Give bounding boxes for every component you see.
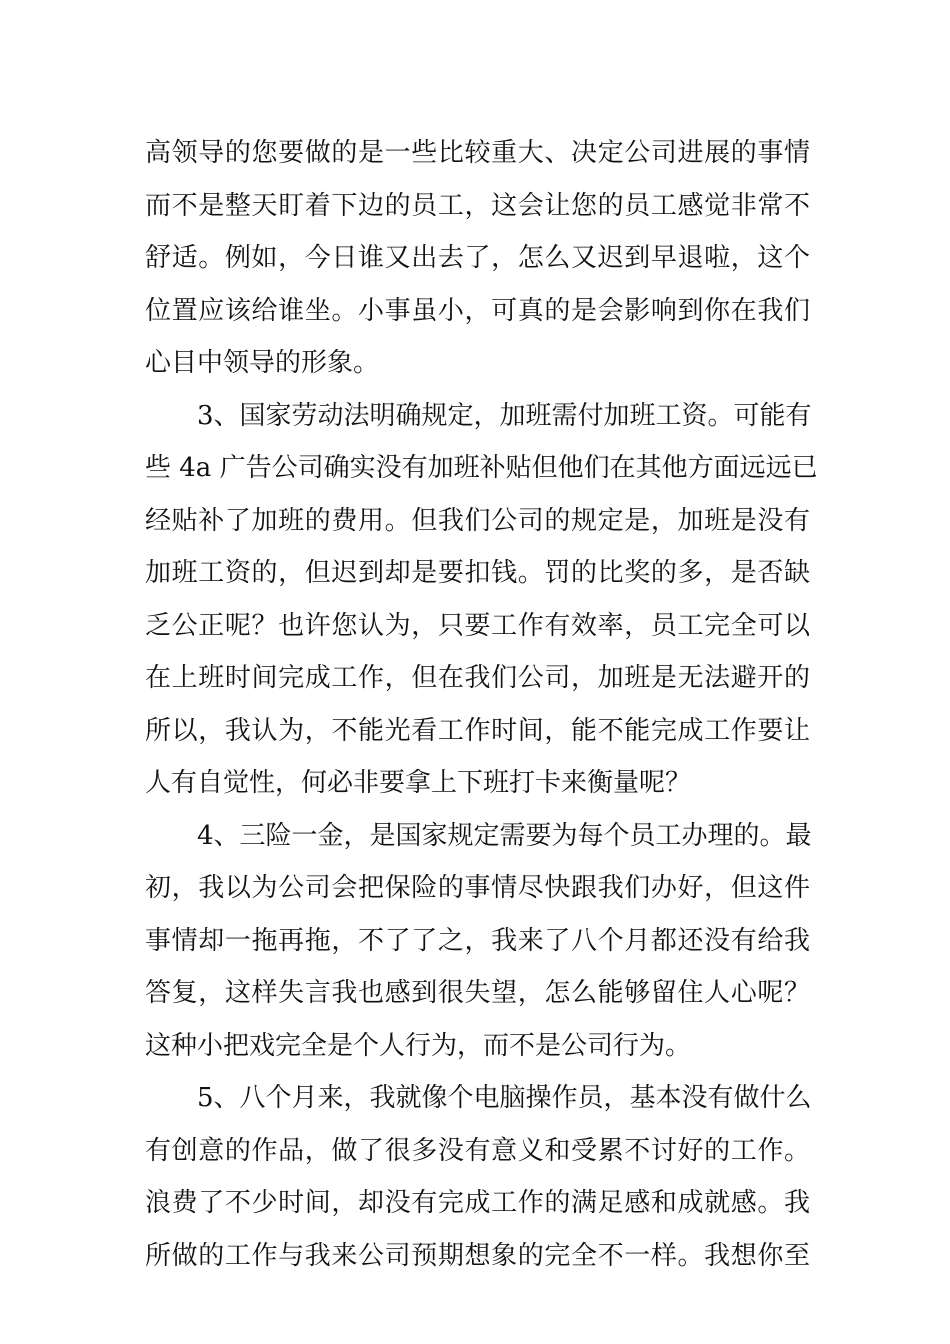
text-line: 乏公正呢？也许您认为，只要工作有效率，员工完全可以 <box>145 610 810 641</box>
text-line: 位置应该给谁坐。小事虽小，可真的是会影响到你在我们 <box>145 295 810 326</box>
text-line: 事情却一拖再拖，不了了之，我来了八个月都还没有给我 <box>145 925 810 956</box>
text-line: 而不是整天盯着下边的员工，这会让您的员工感觉非常不 <box>145 190 810 221</box>
text-line: 答复，这样失言我也感到很失望，怎么能够留住人心呢？ <box>145 978 810 1008</box>
text-line: 3、国家劳动法明确规定，加班需付加班工资。可能有 <box>145 400 812 431</box>
text-line: 所做的工作与我来公司预期想象的完全不一样。我想你至 <box>145 1240 810 1271</box>
text-line: 加班工资的，但迟到却是要扣钱。罚的比奖的多，是否缺 <box>145 558 810 588</box>
text-line: 高领导的您要做的是一些比较重大、决定公司进展的事情 <box>145 138 810 168</box>
text-line: 4、三险一金，是国家规定需要为每个员工办理的。最 <box>145 820 812 851</box>
text-line: 经贴补了加班的费用。但我们公司的规定是，加班是没有 <box>145 505 810 536</box>
text-line: 初，我以为公司会把保险的事情尽快跟我们办好，但这件 <box>145 873 810 903</box>
body-text <box>145 127 818 1282</box>
text-line: 5、八个月来，我就像个电脑操作员，基本没有做什么 <box>145 1083 812 1113</box>
text-line: 人有自觉性，何必非要拿上下班打卡来衡量呢？ <box>145 768 692 798</box>
text-line: 舒适。例如，今日谁又出去了，怎么又迟到早退啦，这个 <box>145 243 810 273</box>
text-line: 这种小把戏完全是个人行为，而不是公司行为。 <box>145 1030 692 1061</box>
text-line: 浪费了不少时间，却没有完成工作的满足感和成就感。我 <box>145 1188 810 1218</box>
text-line: 所以，我认为，不能光看工作时间，能不能完成工作要让 <box>145 715 810 746</box>
text-line: 有创意的作品，做了很多没有意义和受累不讨好的工作。 <box>145 1135 810 1166</box>
text-line: 心目中领导的形象。 <box>145 348 380 378</box>
text-line: 在上班时间完成工作，但在我们公司，加班是无法避开的 <box>145 663 810 693</box>
text-line: 些 4a 广告公司确实没有加班补贴但他们在其他方面远远已 <box>145 453 818 483</box>
